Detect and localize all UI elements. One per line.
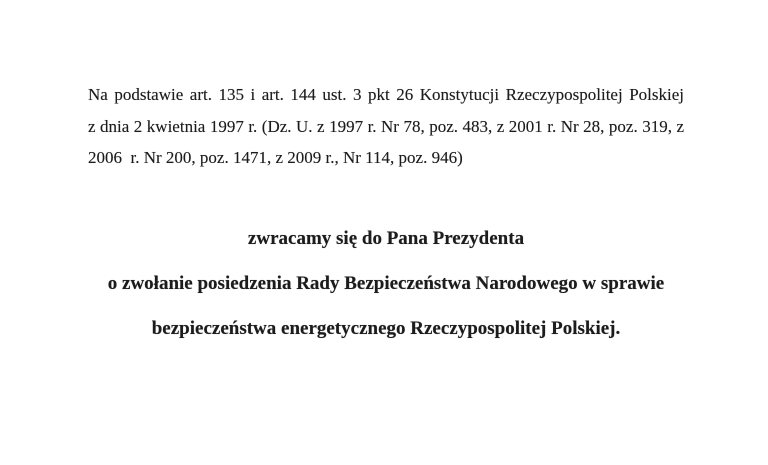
request-line-1: zwracamy się do Pana Prezydenta xyxy=(247,228,525,249)
legal-basis-line-1: Na podstawie art. 135 i art. 144 ust. 3 pkt 26 Konstytucji Rzeczypospolitej Polskiej xyxy=(88,85,684,104)
paragraph-request xyxy=(88,216,684,351)
paragraph-legal-basis xyxy=(88,79,684,174)
request-line-2: o zwołanie posiedzenia Rady Bezpieczeństwa Narodowego w sprawie xyxy=(107,273,665,294)
legal-basis-line-2: z dnia 2 kwietnia 1997 r. (Dz. U. z 1997 r. Nr 78, poz. 483, z 2001 r. Nr 28, poz. 319, z xyxy=(88,116,684,136)
legal-basis-line-3: 2006 r. Nr 200, poz. 1471, z 2009 r., Nr 114, poz. 946) xyxy=(88,148,463,167)
request-line-3: bezpieczeństwa energetycznego Rzeczypospolitej Polskiej. xyxy=(151,318,621,339)
